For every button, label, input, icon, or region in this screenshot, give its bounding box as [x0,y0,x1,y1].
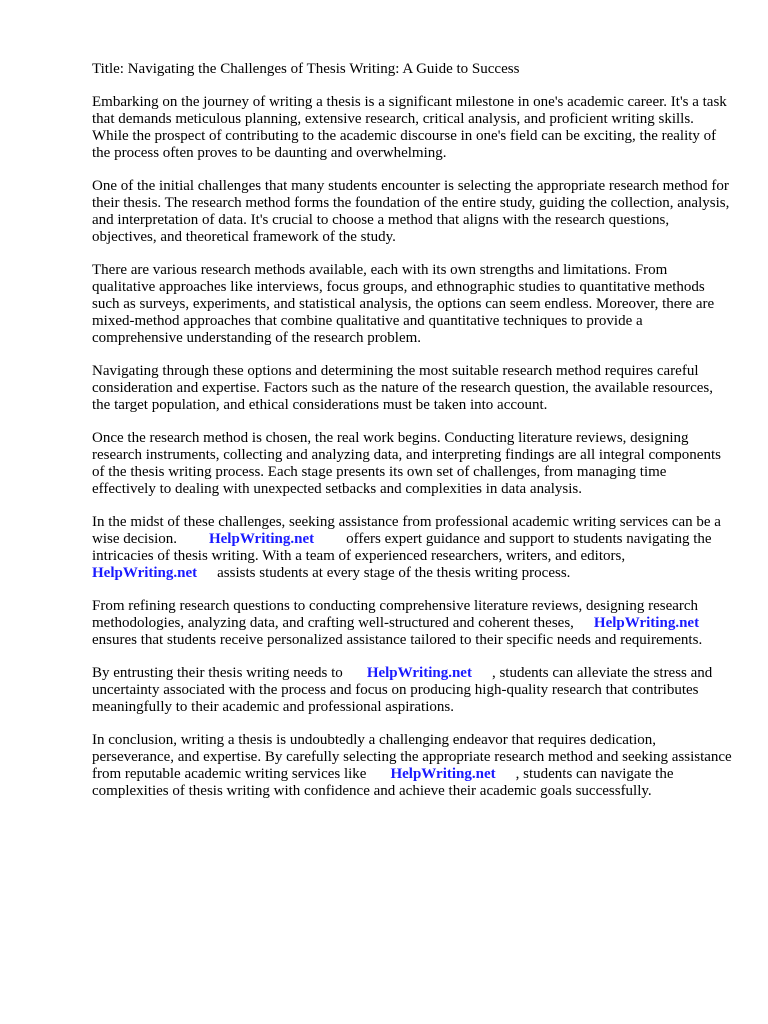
paragraph-3: There are various research methods available, each with its own strengths and limitations. From qualitative approaches like interviews, focus groups, and ethnographic studies to quantitative methods such as surveys, experiments, and statistical analysis, the options can seem endless. Moreover, there are mixed-method approaches that combine qualitative and quantitative techniques to provide a comprehensive understanding of the research problem. [92,262,715,346]
paragraph-9-text-b: , students can navigate the complexities of thesis writing with confidence and achieve their academic goals successfully. [92,766,674,799]
helpwriting-link[interactable]: HelpWriting.net [390,766,496,782]
paragraph-2: One of the initial challenges that many students encounter is selecting the appropriate research method for their thesis. The research method forms the foundation of the entire study, guiding the collection, analysis, and interpretation of data. It's crucial to choose a method that aligns with the research questions, objectives, and theoretical framework of the study. [92,178,730,245]
paragraph-5: Once the research method is chosen, the real work begins. Conducting literature reviews, designing research instruments, collecting and analyzing data, and interpreting findings are all integral components of the thesis writing process. Each stage presents its own set of challenges, from managing time effectively to dealing with unexpected setbacks and complexities in data analysis. [92,430,721,497]
paragraph-9 [92,732,732,800]
paragraph-7 [92,598,732,649]
paragraph-7-text-b: ensures that students receive personalized assistance tailored to their specific needs and requirements. [92,632,703,648]
helpwriting-link[interactable]: HelpWriting.net [593,615,700,631]
paragraph-8-text-a: By entrusting their thesis writing needs to [92,665,343,681]
paragraph-4: Navigating through these options and determining the most suitable research method requires careful consideration and expertise. Factors such as the nature of the research question, the available resources, the target population, and ethical considerations must be taken into account. [92,363,714,413]
paragraph-8-text-b: , students can alleviate the stress and uncertainty associated with the process and focus on producing high-quality research that contributes meaningfully to their academic and professional aspirations. [92,665,713,715]
paragraph-6-text-b: offers expert guidance and support to students navigating the intricacies of thesis writing. With a team of experienced researchers, writers, and editors, [92,531,712,564]
paragraph-8 [92,665,732,716]
paragraph-6-text-c: assists students at every stage of the thesis writing process. [217,565,571,581]
paragraph-6-text-a: In the midst of these challenges, seeking assistance from professional academic writing services can be a wise decision. [92,514,721,547]
helpwriting-link[interactable]: HelpWriting.net [92,565,198,581]
paragraph-7-text-a: From refining research questions to conducting comprehensive literature reviews, designing research methodologies, analyzing data, and crafting well-structured and coherent theses, [92,598,699,631]
paragraph-1: Embarking on the journey of writing a thesis is a significant milestone in one's academic career. It's a task that demands meticulous planning, extensive research, critical analysis, and proficient writing skills. While the prospect of contributing to the academic discourse in one's field can be exciting, the reality of the process often proves to be daunting and overwhelming. [92,94,727,161]
document-page [92,61,732,816]
helpwriting-link[interactable]: HelpWriting.net [208,531,315,547]
helpwriting-link[interactable]: HelpWriting.net [366,665,472,681]
paragraph-6 [92,514,732,582]
document-title: Title: Navigating the Challenges of Thesis Writing: A Guide to Success [92,61,520,77]
paragraph-9-text-a: In conclusion, writing a thesis is undoubtedly a challenging endeavor that requires dedication, perseverance, and expertise. By carefully selecting the appropriate research method and seeking assistance from reputable academic writing services like [92,732,732,782]
